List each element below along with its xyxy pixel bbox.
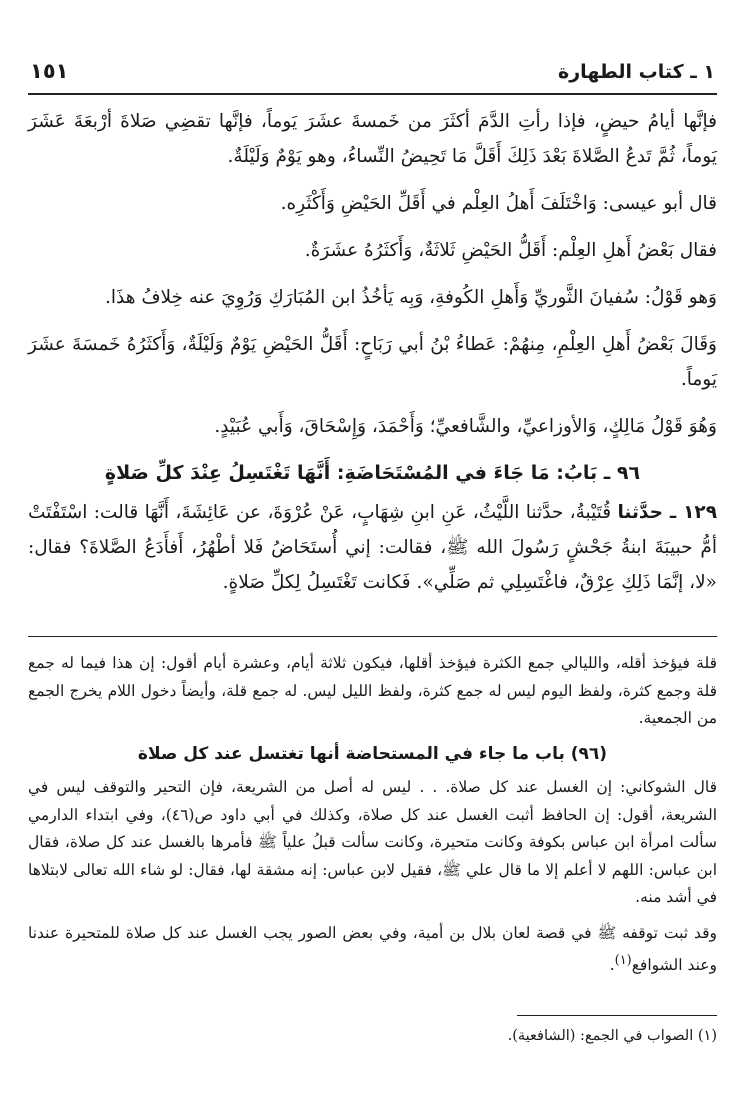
hadith-paragraph (28, 495, 717, 600)
page-number: ١٥١ (30, 59, 69, 83)
section-separator (28, 636, 717, 637)
commentary-subheading: (٩٦) باب ما جاء في المستحاضة أنها تغتسل عند كل صلاة (137, 743, 608, 764)
paragraph: وَقَالَ بَعْضُ أَهلِ العِلْمِ، مِنهُمْ: عَطاءُ بْنُ أبي رَبَاحٍ: أَقَلُّ الحَيْضِ يَوْمٌ وَلَيْلَةٌ، وَأَكثَرُهُ خَمسَةَ عشَرَ يَوماً. (28, 334, 717, 390)
hadith-number: ١٢٩ ـ حدَّثنا (617, 502, 717, 523)
commentary-paragraph (28, 920, 717, 980)
commentary-paragraph: قلة فيؤخذ أقله، والليالي جمع الكثرة فيؤخذ أقلها، فيكون ثلاثة أيام، وعشرة أيام أقول: إن هذا فيما له جمع قلة وجمع كثرة، ولفظ اليوم ليس له جمع كثرة، ولفظ الليل ليس. له جمع قلة، وأيضاً دخول اللام يخرج الجمع من الجمعية. (28, 654, 717, 727)
paragraph: وَهو قَوْلُ: سُفيانَ الثَّوريِّ وَأَهلِ الكُوفةِ، وَبِه يَأخُذُ ابن المُبَارَكِ وَرُوِيَ عنه خِلافُ هذَا. (104, 287, 717, 308)
commentary (28, 650, 717, 988)
chapter-title: ١ ـ كتاب الطهارة (558, 61, 715, 83)
main-text (28, 104, 717, 604)
paragraph: وَهُوَ قَوْلُ مَالِكٍ، وَالأوزاعيِّ، والشَّافعيِّ؛ وَأَحْمَدَ، وَإِسْحَاقَ، وَأَبي عُبَيْدٍ. (214, 416, 717, 437)
footnote-rule (517, 1015, 717, 1016)
paragraph: فقال بَعْضُ أَهلِ العِلْم: أَقَلُّ الحَيْضِ ثَلاثَةٌ، وَأَكثَرُهُ عشَرَةٌ. (304, 240, 717, 261)
header-rule (28, 93, 717, 95)
footnote-reference: (١) (614, 953, 632, 968)
footnote: (١) الصواب في الجمع: (الشافعية). (507, 1028, 717, 1044)
paragraph: فإنَّها أيامُ حيضٍ، فإذا رأتِ الدَّمَ أكثَرَ من خَمسةَ عشَرَ يَوماً، فإنَّها تقضِي صَلاةَ أرْبعَةَ عَشَرَ يَوماً، ثُمَّ تَدعُ الصَّلاةَ بَعْدَ ذَلِكَ أَقَلَّ مَا تَحِيضُ النِّساءُ، وهو يَوْمٌ وَلَيْلَةٌ. (28, 111, 717, 167)
commentary-paragraph: قال الشوكاني: إن الغسل عند كل صلاة. . . ليس له أصل من الشريعة، فإن التحير والتوقف ليس في الشريعة، أقول: إن الحافظ أثبت الغسل عند كل صلاة، وكذلك في أبي داود ص(٤٦)، وفي ابتداء الدارمي سألت امرأة ابن عباس بكوفة وكانت متحيرة، وكانت سألت قبلُ علياً ﷺ فأمرها بالغسل عند كل صلاة، فقال ابن عباس: اللهم لا أعلم إلا ما قال علي ﷺ، فقيل لابن عباس: إنه مشقة لها، فقال: لو شاء الله تعالى لابتلاها في أشد منه. (28, 778, 717, 906)
chapter-heading: ٩٦ ـ بَابُ: مَا جَاءَ في المُسْتَحَاضَةِ: أَنَّهَا تَغْتَسِلُ عِنْدَ كلِّ صَلاةٍ (104, 462, 641, 484)
running-header (30, 55, 715, 89)
commentary-end: . (609, 956, 615, 975)
hadith-text: قُتَيْبةُ، حدَّثنا اللَّيْثُ، عَنِ ابنِ شِهَابٍ، عَنْ عُرْوَةَ، عن عَائِشَةَ، أَنَّهَا قالت: اسْتَفْتَتْ أمُّ حبيبَةَ ابنةُ جَحْشٍ رَسُولَ الله ﷺ، فقالت: إني أُستَحَاضُ فَلا أطْهُرُ، أَفأَدَعُ الصَّلاةَ؟ فقال: «لا، إنَّمَا ذَلِكِ عِرْقٌ، فاغْتَسِلِي ثم صَلِّي». فَكانت تَغْتَسِلُ لِكلِّ صَلاةٍ. (28, 502, 717, 593)
commentary-text: وقد ثبت توقفه ﷺ في قصة لعان بلال بن أمية، وفي بعض الصور يجب الغسل عند كل صلاة للمتحيرة عندنا وعند الشوافع (28, 923, 717, 975)
paragraph: قال أبو عيسى: وَاخْتَلَفَ أَهلُ العِلْم في أَقَلِّ الحَيْضِ وَأَكْثَرِه. (280, 193, 717, 214)
